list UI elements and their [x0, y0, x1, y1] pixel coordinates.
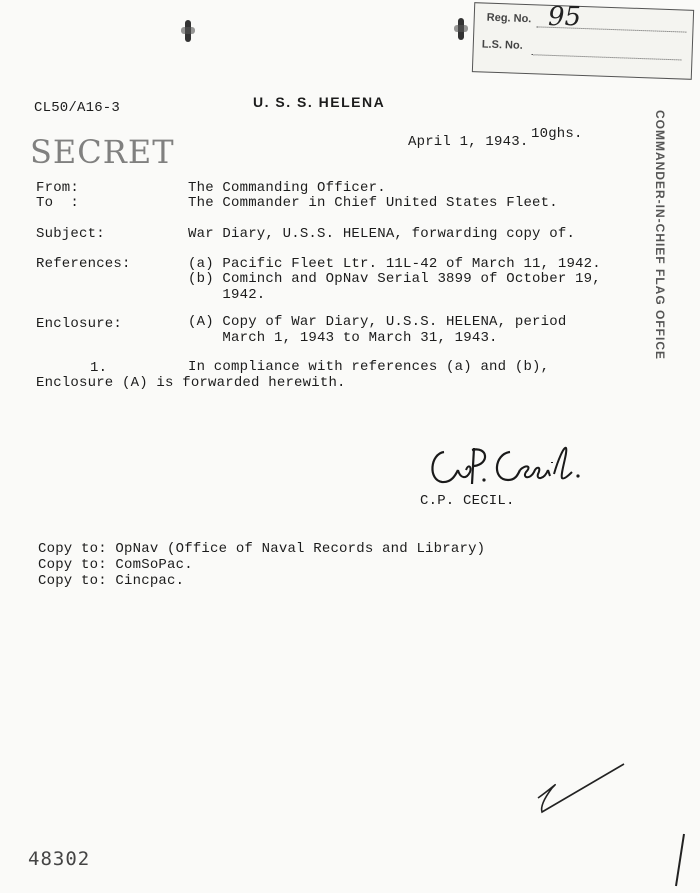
- ref-code: 10ghs.: [531, 126, 583, 142]
- secret-stamp: SECRET: [30, 133, 175, 171]
- subject-label: Subject:: [36, 226, 105, 242]
- reg-no-label: Reg. No.: [486, 11, 532, 26]
- staple-mark-right: [458, 18, 464, 40]
- registration-stamp: [472, 2, 694, 80]
- paragraph-line: Enclosure (A) is forwarded herewith.: [36, 375, 346, 391]
- reference-line: 1942.: [188, 287, 266, 303]
- reg-number-handwritten: 95: [548, 2, 582, 32]
- paragraph-line: In compliance with references (a) and (b),: [188, 359, 550, 375]
- subject-value: War Diary, U.S.S. HELENA, forwarding copy of.: [188, 226, 576, 242]
- handwritten-signature: [422, 440, 592, 495]
- to-label: To :: [36, 195, 80, 211]
- from-label: From:: [36, 180, 80, 196]
- ls-no-line: [531, 53, 681, 60]
- from-value: The Commanding Officer.: [188, 180, 386, 196]
- copy-to-line: Copy to: OpNav (Office of Naval Records and Library): [38, 541, 486, 557]
- typed-signature: C.P. CECIL.: [420, 493, 515, 509]
- reference-line: (b) Cominch and OpNav Serial 3899 of October 19,: [188, 271, 601, 287]
- document-number: 48302: [28, 848, 91, 870]
- flag-office-stamp-line1: COMMANDER-IN-CHIEF: [653, 110, 667, 265]
- flag-office-stamp: [654, 110, 666, 360]
- copy-to-line: Copy to: ComSoPac.: [38, 557, 193, 573]
- enclosure-label: Enclosure:: [36, 316, 123, 332]
- flag-office-stamp-line2: FLAG OFFICE: [653, 269, 667, 360]
- enclosure-line: March 1, 1943 to March 31, 1943.: [188, 330, 498, 346]
- letter-date: April 1, 1943.: [408, 134, 529, 150]
- ship-name-heading: U. S. S. HELENA: [253, 94, 386, 110]
- copy-to-line: Copy to: Cincpac.: [38, 573, 185, 589]
- file-code: CL50/A16-3: [34, 100, 121, 116]
- ls-no-label: L.S. No.: [481, 38, 523, 52]
- check-mark: [530, 758, 630, 838]
- reference-line: (a) Pacific Fleet Ltr. 11L-42 of March 11, 1942.: [188, 256, 601, 272]
- to-value: The Commander in Chief United States Fleet.: [188, 195, 558, 211]
- enclosure-line: (A) Copy of War Diary, U.S.S. HELENA, period: [188, 314, 567, 330]
- references-label: References:: [36, 256, 131, 272]
- staple-mark-left: [185, 20, 191, 42]
- paragraph-number: 1.: [90, 360, 108, 376]
- margin-stroke: [670, 830, 690, 890]
